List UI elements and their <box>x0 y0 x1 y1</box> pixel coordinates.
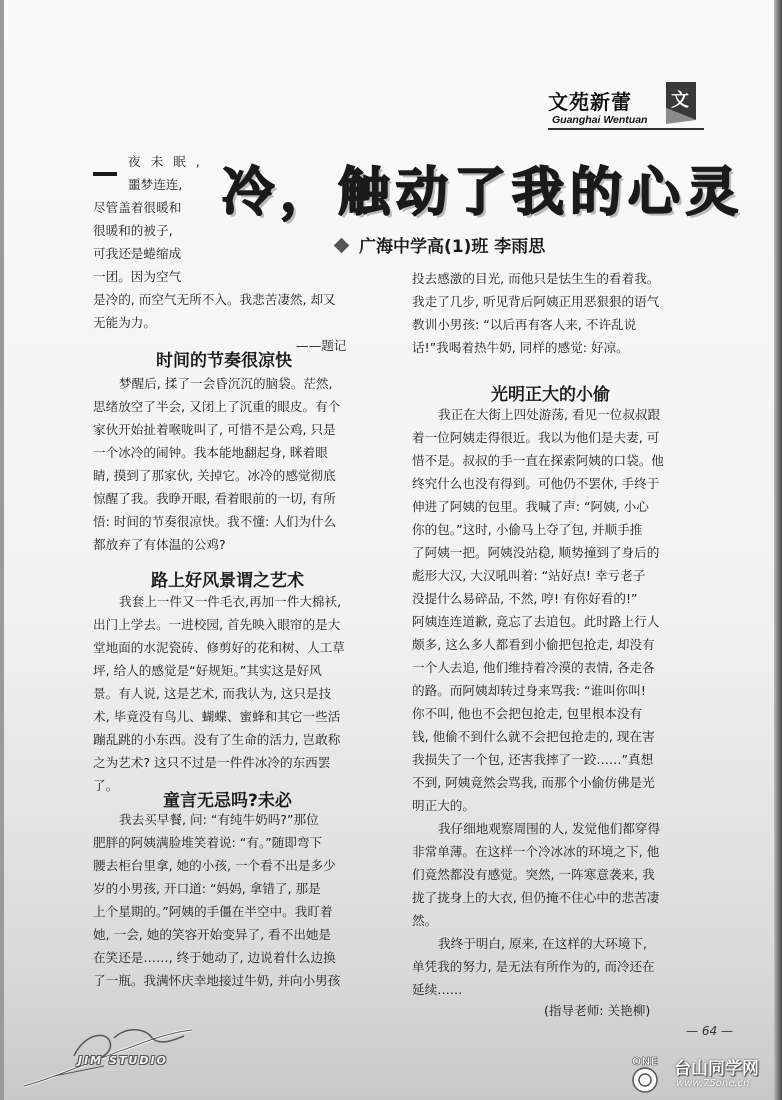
section-heading: 光明正大的小偷 <box>491 385 610 405</box>
body-line: 在笑还是……, 终于她动了, 边说着什么边换 <box>93 950 336 965</box>
teacher-credit: (指导老师: 关艳柳) <box>544 1003 651 1018</box>
page-number: — 64 — <box>686 1024 733 1038</box>
body-line: 睛, 摸到了那家伙, 关掉它。冰冷的感觉彻底 <box>93 468 336 483</box>
body-line: 上个星期的。”阿姨的手僵在半空中。我盯着 <box>93 904 333 919</box>
intro-line: 可我还是蜷缩成 <box>93 246 182 261</box>
body-line: 彪形大汉, 大汉吼叫着: “站好点! 幸亏老子 <box>412 568 646 583</box>
body-line: 一个冰冷的闹钟。我本能地翻起身, 眯着眼 <box>93 445 328 460</box>
studio-name: JIM STUDIO <box>78 1054 168 1067</box>
body-line: 们竟然都没有感觉。突然, 一阵寒意袭来, 我 <box>412 867 655 882</box>
body-line: 出门上学去。一进校园, 首先映入眼帘的是大 <box>93 617 341 632</box>
body-line: 阿姨连连道歉, 竟忘了去追包。此时路上行人 <box>412 614 660 629</box>
body-line: 坪, 给人的感觉是“好规矩。”其实这是好风 <box>93 663 322 678</box>
body-line: 蹦乱跳的小东西。没有了生命的活力, 岂敢称 <box>93 732 341 747</box>
body-line: 腰去柜台里拿, 她的小孩, 一个看不出是多少 <box>93 858 336 873</box>
author-name: 广海中学高(1)班 李雨思 <box>359 237 546 257</box>
watermark-logo-text: ONE <box>631 1055 659 1068</box>
section-badge-char: 文 <box>671 90 689 111</box>
body-line: 你不叫, 他也不会把包抢走, 包里根本没有 <box>412 706 643 721</box>
page-left-edge <box>0 0 4 1100</box>
intro-line: 噩梦连连, <box>128 177 183 192</box>
body-line: 我终于明白, 原来, 在这样的大环境下, <box>438 936 647 951</box>
body-line: 了。 <box>93 778 119 793</box>
watermark-site-name: 台山同学网 <box>674 1059 759 1079</box>
body-line: 教训小男孩: “以后再有客人来, 不许乱说 <box>412 317 637 332</box>
body-line: 投去感激的目光, 而他只是怯生生的看着我。 <box>412 271 660 286</box>
body-line: 术, 毕竟没有鸟儿、蝴蝶、蜜蜂和其它一些活 <box>93 709 341 724</box>
body-line: 非常单薄。在这样一个冷冰冰的环境之下, 他 <box>412 844 660 859</box>
body-line: 了阿姨一把。阿姨没站稳, 顺势撞到了身后的 <box>412 545 660 560</box>
body-line: 惜不是。叔叔的手一直在探索阿姨的口袋。他 <box>412 453 664 468</box>
body-line: 悟: 时间的节奏很凉快。我不懂: 人们为什么 <box>93 514 337 529</box>
body-line: 一个人去追, 他们维持着冷漠的表情, 各走各 <box>412 660 655 675</box>
body-line: 终究什么也没有得到。可他仍不罢休, 手终于 <box>412 476 660 491</box>
body-line: 我仔细地观察周围的人, 发觉他们都穿得 <box>438 821 661 836</box>
section-title: 文苑新蕾 <box>548 90 632 114</box>
section-subtitle: Guanghai Wentuan <box>552 114 648 126</box>
watermark-url: www.75one.cn <box>676 1078 750 1089</box>
intro-line: 是冷的, 而空气无所不入。我悲苦凄然, 却又 <box>93 292 336 307</box>
body-line: 你的包。”这时, 小偷马上夺了包, 并顺手推 <box>412 522 643 537</box>
diamond-bullet-icon <box>334 238 350 254</box>
body-line: 没提什么易碎品, 不然, 哼! 有你好看的!” <box>412 591 638 606</box>
body-line: 我套上一件又一件毛衣,再加一件大棉袄, <box>119 594 342 609</box>
body-line: 梦醒后, 揉了一会昏沉沉的脑袋。茫然, <box>119 376 333 391</box>
body-line: 钱, 他偷不到什么就不会把包抢走的, 现在害 <box>412 729 655 744</box>
body-line: 我去买早餐, 问: “有纯牛奶吗?”那位 <box>119 812 319 827</box>
body-line: 我损失了一个包, 还害我摔了一跤……”真想 <box>412 752 654 767</box>
page-right-edge <box>774 0 782 1100</box>
body-line: 景。有人说, 这是艺术, 而我认为, 这只是技 <box>93 686 332 701</box>
body-line: 伸进了阿姨的包里。我喊了声: “阿姨, 小心 <box>412 499 649 514</box>
body-line: 她, 一会, 她的笑容开始变异了, 看不出她是 <box>93 927 332 942</box>
intro-line: 很暖和的被子, <box>93 223 173 238</box>
section-heading: 童言无忌吗?未必 <box>163 791 292 811</box>
intro-line: 尽管盖着很暖和 <box>93 200 182 215</box>
body-line: 我正在大街上四处游荡, 看见一位叔叔跟 <box>438 407 661 422</box>
body-line: 单凭我的努力, 是无法有所作为的, 而冷还在 <box>412 959 655 974</box>
body-line: 肥胖的阿姨满脸堆笑着说: “有。”随即弯下 <box>93 835 323 850</box>
body-line: 了一瓶。我满怀庆幸地接过牛奶, 并向小男孩 <box>93 973 341 988</box>
header-rule <box>548 128 704 130</box>
body-line: 不到, 阿姨竟然会骂我, 而那个小偷仿佛是光 <box>412 775 655 790</box>
body-line: 之为艺术? 这只不过是一件件冰冷的东西罢 <box>93 755 331 770</box>
body-line: 我走了几步, 听见背后阿姨正用恶狠狠的语气 <box>412 294 660 309</box>
body-line: 着一位阿姨走得很近。我以为他们是夫妻, 可 <box>412 430 660 445</box>
body-line: 延续…… <box>412 982 463 997</box>
article-title: 冷，触动了我的心灵 <box>222 162 745 223</box>
body-line: 思绪放空了半会, 又闭上了沉重的眼皮。有个 <box>93 399 341 414</box>
body-line: 都放弃了有体温的公鸡? <box>93 537 226 552</box>
epigraph-label: ——题记 <box>296 338 347 353</box>
body-line: 岁的小男孩, 开口道: “妈妈, 拿错了, 那是 <box>93 881 321 896</box>
section-heading: 时间的节奏很凉快 <box>156 351 292 371</box>
section-badge-icon <box>662 80 702 126</box>
intro-line: 一团。因为空气 <box>93 269 182 284</box>
body-line: 的路。而阿姨却转过身来骂我: “谁叫你叫! <box>412 683 646 698</box>
watermark-logo-icon <box>622 1054 668 1094</box>
section-heading: 路上好风景谓之艺术 <box>151 571 304 591</box>
body-line: 家伙开始扯着喉咙叫了, 可惜不是公鸡, 只是 <box>93 422 336 437</box>
body-line: 颇多, 这么多人都看到小偷把包抢走, 却没有 <box>412 637 655 652</box>
intro-line: 无能为力。 <box>93 315 156 330</box>
body-line: 拢了拢身上的大衣, 但仍掩不住心中的悲苦凄 <box>412 890 660 905</box>
body-line: 堂地面的水泥瓷砖、修剪好的花和树、人工草 <box>93 640 345 655</box>
body-line: 话!”我喝着热牛奶, 同样的感觉: 好凉。 <box>412 340 629 355</box>
author-line <box>336 232 545 257</box>
intro-dash <box>93 172 117 176</box>
body-line: 惊醒了我。我睁开眼, 看着眼前的一切, 有所 <box>93 491 336 506</box>
body-line: 然。 <box>412 913 438 928</box>
intro-line: 夜 未 眠 , <box>128 154 203 169</box>
body-line: 明正大的。 <box>412 798 475 813</box>
